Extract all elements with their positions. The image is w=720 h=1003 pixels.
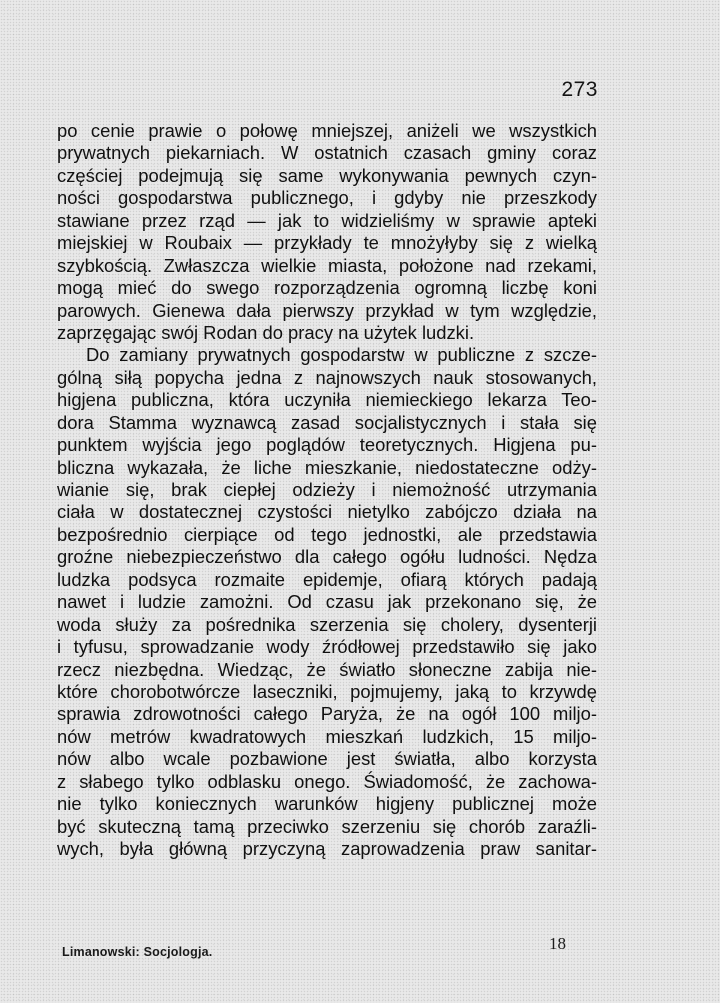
text-line: stawiane przez rząd — jak to widzieliśmy w sprawie apteki: [57, 209, 597, 231]
paragraph-2: [57, 344, 597, 860]
text-line: punktem wyjścia jego poglądów teoretycznych. Higjena pu-: [57, 434, 597, 456]
text-line: rzecz niezbędna. Wiedząc, że światło słoneczne zabija nie-: [57, 658, 597, 680]
paragraph-1: [57, 120, 597, 344]
text-line: ności gospodarstwa publicznego, i gdyby nie przeszkody: [57, 187, 597, 209]
text-line: bezpośrednio cierpiące od tego jednostki, ale przedstawia: [57, 523, 597, 545]
text-line: Do zamiany prywatnych gospodarstw w publiczne z szcze-: [86, 344, 597, 366]
text-line: i tyfusu, sprowadzanie wody źródłowej przedstawiło się jako: [57, 636, 597, 658]
text-line: wych, była główną przyczyną zaprowadzenia praw sanitar-: [57, 838, 597, 859]
text-line: dora Stamma wyznawcą zasad socjalistycznych i stała się: [57, 411, 597, 433]
text-line: miejskiej w Roubaix — przykłady te mnożyłyby się z wielką: [57, 232, 597, 254]
text-line: nów albo wcale pozbawione jest światła, albo korzysta: [57, 748, 597, 770]
text-line: gólną siłą popycha jedna z najnowszych nauk stosowanych,: [57, 366, 597, 388]
text-line: nów metrów kwadratowych mieszkań ludzkich, 15 miljo-: [57, 725, 597, 747]
text-line: które chorobotwórcze laseczniki, pojmujemy, jaką to krzywdę: [57, 680, 597, 702]
text-line: wianie się, brak ciepłej odzieży i niemożność utrzymania: [57, 479, 597, 500]
text-line: zaprzęgając swój Rodan do pracy na użytek ludzki.: [57, 321, 475, 343]
text-line: nie tylko koniecznych warunków higjeny publicznej może: [57, 793, 597, 815]
text-line: higjena publiczna, która uczyniła niemieckiego lekarza Teo-: [57, 389, 597, 411]
text-line: bliczna wykazała, że liche mieszkanie, niedostateczne odży-: [57, 456, 597, 478]
text-line: po cenie prawie o połowę mniejszej, aniżeli we wszystkich: [57, 120, 597, 141]
text-line: groźne niebezpieczeństwo dla całego ogółu ludności. Nędza: [57, 546, 597, 568]
text-line: szybkością. Zwłaszcza wielkie miasta, położone nad rzekami,: [57, 254, 597, 276]
text-line: z słabego tylko odblasku onego. Świadomość, że zachowa-: [57, 770, 597, 792]
text-line: być skuteczną tamą przeciwko szerzeniu się chorób zaraźli-: [57, 815, 597, 837]
text-line: częściej podejmują się same wykonywania pewnych czyn-: [57, 164, 597, 186]
footer-book-title: Limanowski: Socjologja.: [62, 945, 213, 959]
text-line: nawet i ludzie zamożni. Od czasu jak przekonano się, że: [57, 591, 597, 613]
text-line: sprawia zdrowotności całego Paryża, że na ogół 100 miljo-: [57, 703, 597, 725]
text-line: mogą mieć do swego rozporządzenia ogromną liczbę koni: [57, 277, 597, 299]
text-line: prywatnych piekarniach. W ostatnich czasach gminy coraz: [57, 142, 597, 164]
text-line: ciała w dostatecznej czystości nietylko zabójczo działa na: [57, 501, 597, 523]
text-line: ludzka podsyca rozmaite epidemje, ofiarą których padają: [57, 568, 597, 590]
text-line: woda służy za pośrednika szerzenia się cholery, dysenterji: [57, 613, 597, 635]
page-number: 273: [561, 78, 598, 101]
text-line: parowych. Gienewa dała pierwszy przykład w tym względzie,: [57, 299, 597, 321]
footer-signature-mark: 18: [549, 934, 566, 953]
body-text: [57, 120, 597, 860]
